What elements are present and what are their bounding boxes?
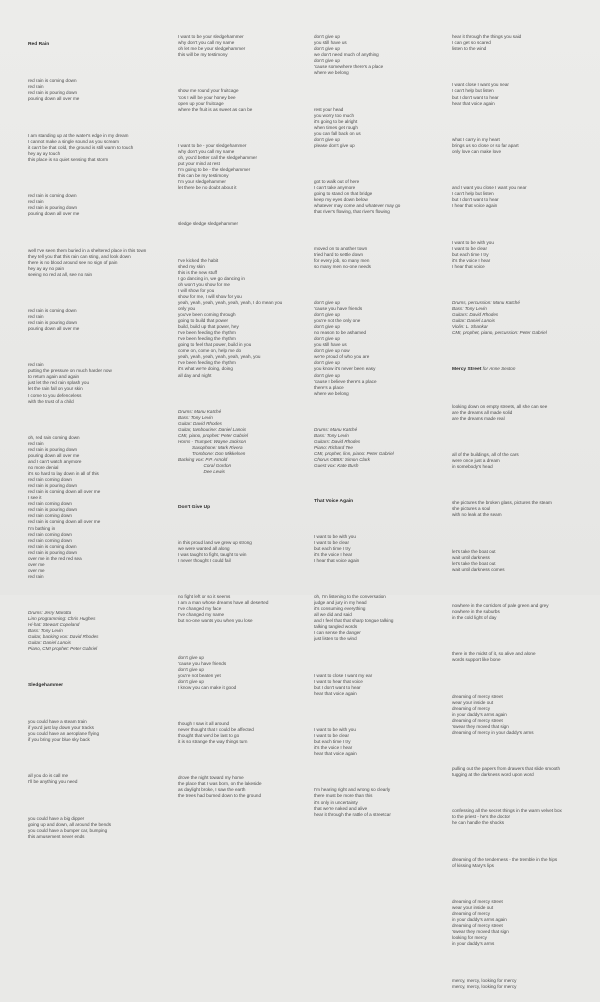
column-4 [452,22,582,1002]
red-rain-verse-7: oh, red rain coming down red rain red rain is pouring down pouring down all over me and I can't watch anymore no more denial it's so hard to lay down in all of this red rain coming down red rain is pouring down red rain is coming down all over me I see it red rain coming down red rain is pouring down red rain coming down red rain is coming down all over me I'm bathing in red rain coming down red rain coming down red rain is coming down red rain is pouring down over me in the red red sea over me over me red rain [28,434,101,579]
mercy-street-verse-2: all of the buildings, all of the cars were once just a dream in somebody's head [452,451,519,470]
column-3 [314,22,436,830]
mercy-street-verse-6: there in the midst of it, so alive and alone words support like bone [452,651,536,663]
song-title-red-rain: Red Rain [28,42,50,48]
song-title-mercy-street: Mercy Street [452,367,482,373]
red-rain-verse-1: red rain is coming down red rain red rain is pouring down pouring down all over me [28,78,80,102]
mercy-street-verse-8: pulling out the papers from drawers that slide smooth tugging at the darkness word upon word [452,766,561,778]
that-voice-again-verse-2: oh, I'm listening to the conversation judge and jury in my head it's consuming everything all we did and said and I feel that that sharp tongue talking talking tangled words I can sense the danger just listen to the wind [314,594,394,642]
dont-give-up-verse-7: rest your head you worry too much it's going to be alright when times get rough you can fall back on us don't give up please don't give up [314,106,361,148]
red-rain-verse-4: well I've seen them buried in a sheltered place in this town they tell you that this rain can sting, and look down there is no blood around see no sign of pain hey ay ay no pain seeing no red at all, see no rain [28,247,147,277]
song-title-dont-give-up: Don't Give Up [178,505,211,511]
dont-give-up-verse-4: though I saw it all around never thought that I could be affected thought that we'd be last to go it is so strange the way things turn [178,720,254,745]
that-voice-again-verse-3: I want to close I want my ear I want to hear that voice but I don't want to hear hear that voice again [314,672,373,696]
dont-give-up-verse-10: don't give up 'cause you have friends don't give up you're not the only one don't give up no reason to be ashamed don't give up you still have us don't give up now we're proud of who you are don't give up you know it's never been easy don't give up 'cause I believe there's a place there's a place where we belong [314,299,377,396]
sledgehammer-verse-6: I want to be - your sledgehammer why don't you call my name oh, you'd better call the sledgehammer put your mind at rest I'm going to be - the sledgehammer this can be my testimony I'm your sledgehammer let there be no doubt about it [178,142,258,191]
sledgehammer-verse-4: I want to be your sledgehammer why don't you call my name oh let me be your sledgehammer this will be my testimony [178,34,246,58]
mercy-street-verse-1: looking down on empty streets, all she can see are the dreams all made solid are the dreams made real [452,403,548,421]
that-voice-again-verse-4: I want to be with you I want to be clear but each time I try it's the voice I hear hear that voice again [314,727,357,757]
mercy-street-verse-11: dreaming of mercy street wear your inside out dreaming of mercy in your daddy's arms again dreaming of mercy street 'swear they moved that sign looking for mercy in your daddy's arms [452,899,509,947]
dont-give-up-verse-2: no fight left or so it seems I am a man whose dreams have all deserted I've changed my face I've changed my name but no-one wants you when you lose [178,594,269,624]
that-voice-again-verse-6: hear it through the things you said I can get so scared listen to the wind [452,34,522,52]
dont-give-up-credits: Drums: Manu Katché Bass: Tony Levin Guitars: David Rhodes Piano: Richard Tee CMI, prophet, linn, piano: Peter Gabriel Chorus OB8X: Simon Clark Guest vox: Kate Bush [314,426,394,469]
sledgehammer-verse-5: show me round your fruitcage 'cos I will be your honey bee open up your fruitcage where the fruit is as sweet as can be [178,88,253,112]
dont-give-up-verse-3: don't give up 'cause you have friends don't give up you're not beaten yet don't give up I know you can make it good [178,654,237,690]
that-voice-again-credits: Drums, percussion: Manu Katché Bass: Tony Levin Guitars: David Rhodes Guitar: Daniel Lanois Violin: L. Shankar CMI, prophet, piano, percussion: Peter Gabriel [452,299,547,336]
dont-give-up-verse-5: drove the night toward my home the place that I was born, on the lakeside as daylight broke, I saw the earth the trees had burned down to the ground [178,775,262,799]
that-voice-again-verse-9: and I want you close I want you near I can't help but listen but I don't want to hear I hear that voice again [452,185,527,209]
red-rain-verse-3: red rain is coming down red rain red rain is pouring down pouring down all over me [28,193,80,217]
that-voice-again-verse-5: I'm hearing right and wrong so clearly there must be more than this it's only in uncertainty that we're naked and alive hear it through the rattle of a streetcar [314,787,391,817]
that-voice-again-verse-1: I want to be with you I want to be clear but each time I try it's the voice I hear I hear that voice again [314,533,360,563]
that-voice-again-verse-10: I want to be with you I want to be clear but each time I try it's the voice I hear I hear that voice [452,239,494,269]
red-rain-verse-5: red rain is coming down red rain red rain is pouring down pouring down all over me [28,307,80,332]
mercy-street-heading [452,366,582,373]
red-rain-verse-2: I am standing up at the water's edge in my dream I cannot make a single sound as you scream it can't be that cold, the ground is still warm to touch hey ay ay touch this place is so quiet sensing that storm [28,132,134,162]
sledgehammer-credits: Drums: Manu Katché Bass: Tony Levin Guitar: David Rhodes Guitar, tambourine: Daniel Lanois CMI, piano, prophet: Peter Gabriel Horns - Trumpet: Wayne Jackson Saxophone: Mark Rivera Trombone: Don Mikkelsen Backing vox: P.P. Arnold Coral Gordon Dee Lewis [178,408,248,475]
sledgehammer-verse-8: I've kicked the habit shed my skin this is the new stuff I go dancing in, we go dancing in oh won't you show for me I will show for you show for me, I will show for you yeah, yeah, yeah, yeah, yeah, yeah, I do mean you only you you've been coming through going to build that power build, build up that power, hey I've been feeding the rhythm I've been feeding the rhythm going to feel that power, build in you come on, come on, help me do yeah, yeah, yeah, yeah, yeah, yeah, you I've been feeding the rhythm it's what we're doing, doing all day and night [178,257,283,378]
red-rain-verse-6: red rain putting the pressure on much harder now to return again and again just let the red rain splash you let the rain fall on your skin I come to you defenceless with the trust of a child [28,362,112,404]
mercy-street-verse-7: dreaming of mercy street wear your inside out dreaming of mercy in your daddy's arms again dreaming of mercy street 'swear they moved that sign dreaming of mercy in your daddy's arms [452,693,534,735]
mercy-street-verse-12: mercy, mercy, looking for mercy mercy, mercy, looking for mercy [452,977,517,989]
sledgehammer-verse-3: you could have a big dipper going up and down, all around the bends you could have a bumper car, bumping this amusement never ends [28,815,112,839]
mercy-street-verse-5: nowhere in the corridors of pale green and grey nowhere in the suburbs in the cold light of day [452,602,549,621]
mercy-street-verse-3: she pictures the broken glass, pictures the steam she pictures a soul with no leak at the seam [452,500,552,518]
sledgehammer-verse-1: you could have a steam train if you'd just lay down your tracks you could have an aeroplane flying if you bring your blue sky back [28,718,99,743]
dont-give-up-verse-8: got to walk out of here I can't take anymore going to stand on that bridge keep my eyes down below whatever may come and whatever may go that river's flowing, that river's flowing [314,179,401,215]
song-title-sledgehammer: Sledgehammer [28,682,64,688]
that-voice-again-verse-8: what I carry in my heart brings us so close or so far apart only love can make love [452,136,519,154]
dont-give-up-verse-6: don't give up you still have us don't give up we don't need much of anything don't give up 'cause somewhere there's a place where we belong [314,34,384,76]
dont-give-up-verse-1: in this proud land we grew up strong we were wanted all along I was taught to fight, taught to win I never thought I could fail [178,539,252,563]
red-rain-credits: Drums: Jerry Marotta Linn programming: Chris Hughes Hi-hat: Stewart Copeland Bass: Tony Levin Guitar, backing vox: David Rhodes Guitar: Daniel Lanois Piano, CMI prophet: Peter Gabriel [28,610,99,652]
column-1 [28,30,168,852]
that-voice-again-verse-7: I want close I want you near I can't help but listen but I don't want to hear hear that voice again [452,82,509,106]
column-2 [178,22,308,812]
dont-give-up-verse-9: moved on to another town tried hard to settle down for every job, so many men so many men no-one needs [314,245,371,269]
mercy-street-verse-9: confessing all the secret things in the warm velvet box to the priest - he's the doctor he can handle the shocks [452,808,562,826]
mercy-street-verse-10: dreaming of the tenderness - the tremble in the hips of kissing Mary's lips [452,856,558,868]
mercy-street-verse-4: let's take the boat out wait until darkness let's take the boat out wait until darkness comes [452,548,505,572]
song-title-that-voice-again: That Voice Again [314,499,354,505]
mercy-street-dedication: for Anne Sexton [482,366,516,372]
sledgehammer-verse-7: sledge sledge sledgehammer [178,221,239,227]
sledgehammer-verse-2: all you do is call me I'll be anything you need [28,773,78,785]
